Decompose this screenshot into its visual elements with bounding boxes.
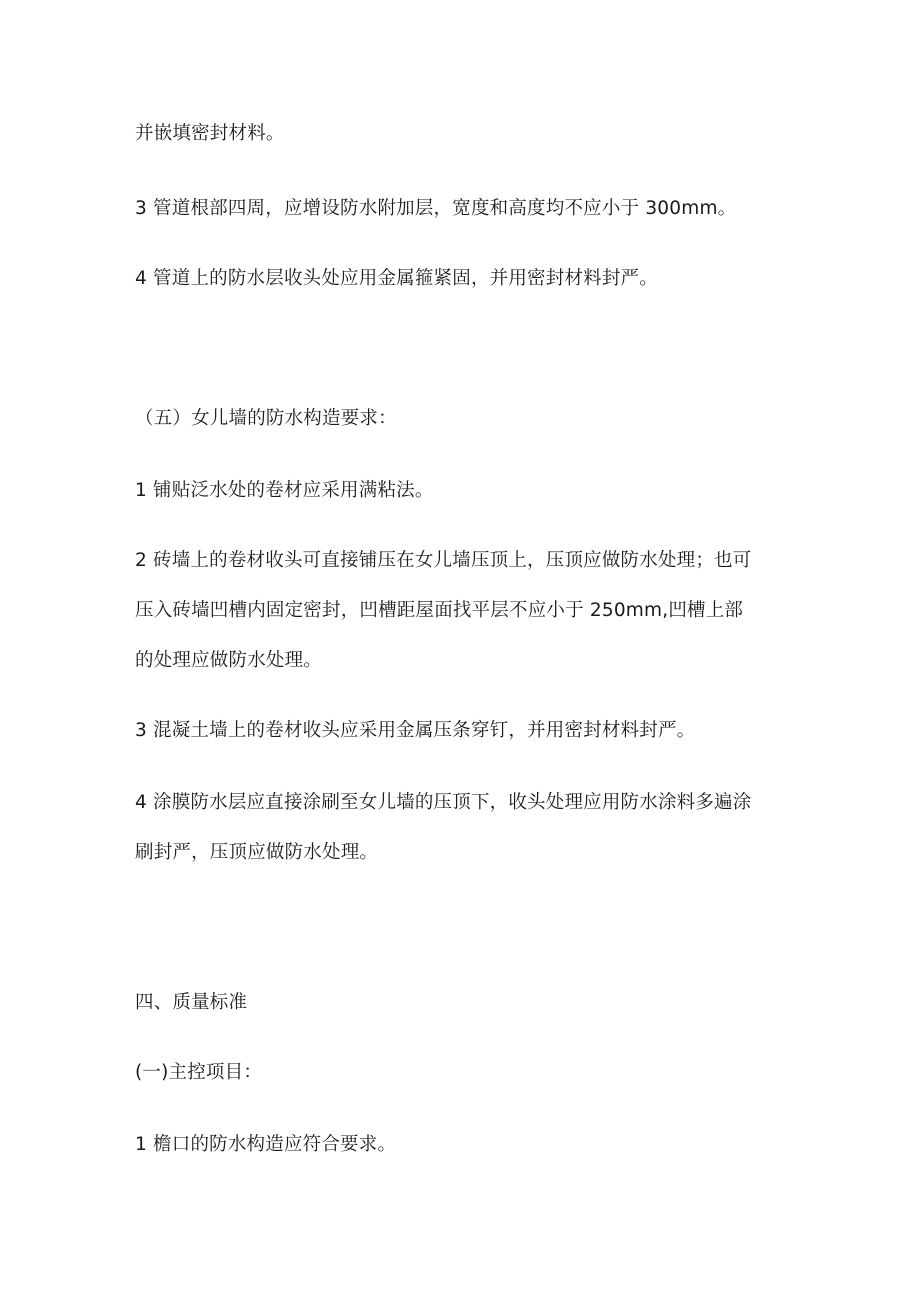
text-line: 的处理应做防水处理。	[135, 650, 323, 671]
text-line: 3 管道根部四周，应增设防水附加层，宽度和高度均不应小于 300mm。	[135, 198, 737, 219]
text-line: 4 管道上的防水层收头处应用金属箍紧固，并用密封材料封严。	[135, 268, 658, 289]
text-line: 刷封严，压顶应做防水处理。	[135, 842, 379, 863]
text-line: 3 混凝土墙上的卷材收头应采用金属压条穿钉，并用密封材料封严。	[135, 720, 696, 741]
section-heading: 四、质量标准	[135, 992, 248, 1013]
text-line: 4 涂膜防水层应直接涂刷至女儿墙的压顶下，收头处理应用防水涂料多遍涂	[135, 792, 752, 813]
text-line: 1 檐口的防水构造应符合要求。	[135, 1134, 397, 1155]
text-line: 2 砖墙上的卷材收头可直接铺压在女儿墙压顶上，压顶应做防水处理；也可	[135, 550, 752, 571]
text-line: 1 铺贴泛水处的卷材应采用满粘法。	[135, 480, 434, 501]
text-line: 压入砖墙凹槽内固定密封，凹槽距屋面找平层不应小于 250mm,凹槽上部	[135, 600, 744, 621]
section-heading: （五）女儿墙的防水构造要求：	[135, 408, 397, 429]
subsection-heading: (一)主控项目：	[135, 1062, 263, 1083]
text-line: 并嵌填密封材料。	[135, 123, 285, 144]
